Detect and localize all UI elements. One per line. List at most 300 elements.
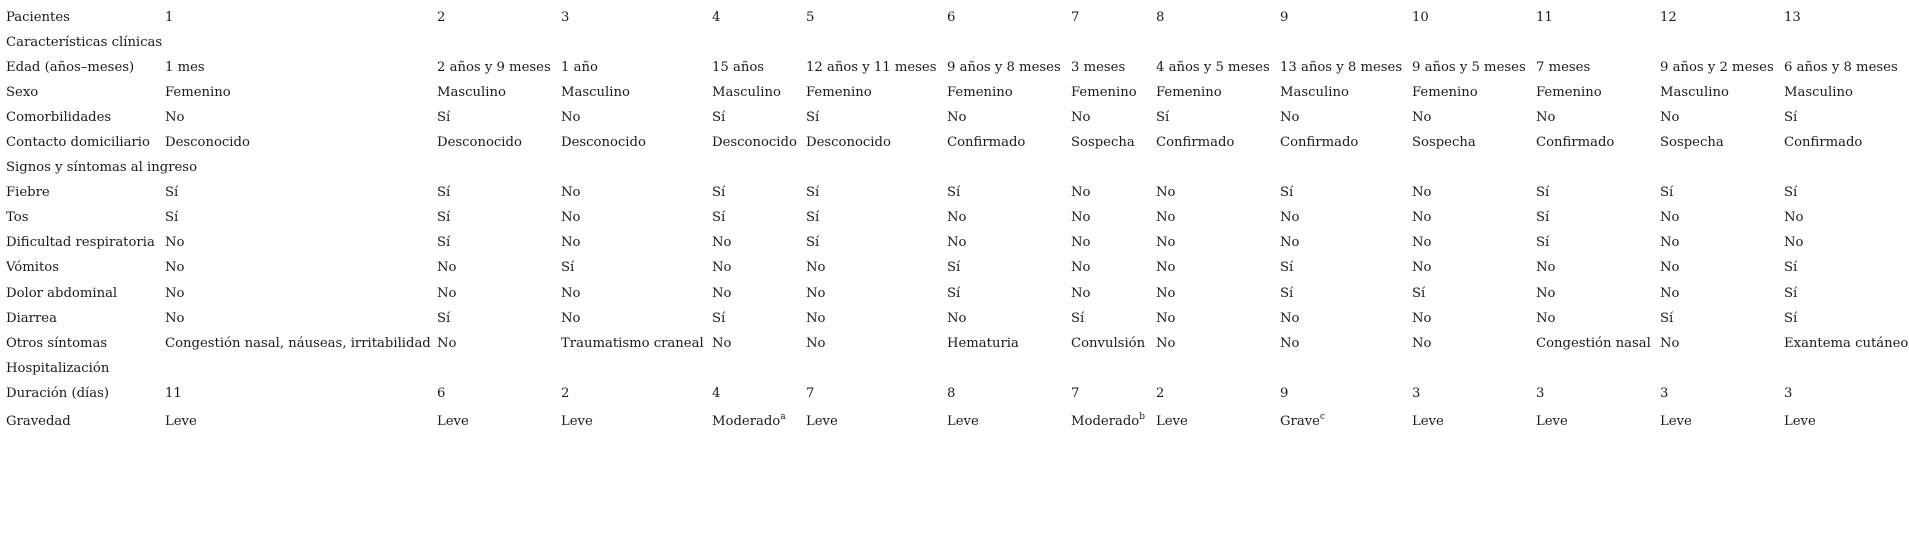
- table-cell: [1280, 281, 1412, 306]
- cell-value: 3: [561, 9, 570, 25]
- table-cell: [1280, 231, 1412, 256]
- table-row: [6, 5, 1908, 30]
- table-cell: [806, 231, 947, 256]
- cell-value: No: [1660, 210, 1680, 226]
- cell-value: 2: [1156, 385, 1165, 401]
- table-cell: [806, 331, 947, 356]
- table-cell: [437, 5, 561, 30]
- row-label: Duración (días): [6, 385, 110, 401]
- table-cell: [561, 306, 712, 331]
- cell-value: No: [165, 260, 185, 276]
- table-cell: [1784, 256, 1908, 281]
- cell-value: Sospecha: [1660, 135, 1724, 151]
- row-label: Otros síntomas: [6, 335, 108, 351]
- table-cell: [165, 256, 437, 281]
- cell-value: Confirmado: [1156, 135, 1235, 151]
- table-cell: [561, 331, 712, 356]
- cell-value: No: [1071, 185, 1091, 201]
- table-cell: [1071, 281, 1156, 306]
- cell-value: 3 meses: [1071, 59, 1126, 75]
- cell-value: 2: [561, 385, 570, 401]
- cell-value: Sí: [947, 285, 961, 301]
- table-cell: [1071, 206, 1156, 231]
- table-cell: [1660, 231, 1784, 256]
- table-cell: [1156, 181, 1280, 206]
- table-cell: [1536, 181, 1660, 206]
- table-cell: [1660, 105, 1784, 130]
- table-cell: [437, 206, 561, 231]
- table-cell: [437, 231, 561, 256]
- table-cell: [806, 181, 947, 206]
- table-cell: [561, 130, 712, 155]
- table-cell: [165, 55, 437, 80]
- table-cell: [1536, 206, 1660, 231]
- cell-value: Sí: [806, 235, 820, 251]
- cell-value: No: [712, 285, 732, 301]
- cell-value: 6: [947, 9, 956, 25]
- cell-value: Congestión nasal: [1536, 335, 1651, 351]
- row-label: Edad (años–meses): [6, 59, 135, 75]
- cell-value: No: [561, 235, 581, 251]
- table-cell: [165, 381, 437, 406]
- cell-value: Leve: [437, 413, 469, 429]
- table-cell: [1660, 331, 1784, 356]
- cell-value: Sí: [1784, 310, 1798, 326]
- cell-value: Sí: [1071, 310, 1085, 326]
- cell-value: No: [1280, 335, 1300, 351]
- cell-value: No: [561, 285, 581, 301]
- cell-value: Hematuria: [947, 335, 1019, 351]
- cell-value: No: [947, 109, 967, 125]
- table-cell: [1660, 256, 1784, 281]
- cell-value: Leve: [1660, 413, 1692, 429]
- cell-value: 6: [437, 385, 446, 401]
- cell-value: No: [1071, 235, 1091, 251]
- table-cell: [947, 55, 1071, 80]
- table-cell: [1536, 105, 1660, 130]
- table-cell: [165, 105, 437, 130]
- table-cell: [712, 80, 806, 105]
- table-cell: [712, 206, 806, 231]
- cell-value: Sí: [1536, 235, 1550, 251]
- table-cell: [1156, 281, 1280, 306]
- table-cell: [806, 105, 947, 130]
- row-label: Contacto domiciliario: [6, 135, 150, 151]
- table-cell: [947, 181, 1071, 206]
- table-cell: [1536, 5, 1660, 30]
- cell-value: Sospecha: [1071, 135, 1135, 151]
- table-row: [6, 407, 1908, 437]
- cell-value: Sí: [806, 210, 820, 226]
- table-cell: [1071, 130, 1156, 155]
- table-cell: [947, 256, 1071, 281]
- table-cell: [1536, 331, 1660, 356]
- table-cell: [1412, 80, 1536, 105]
- table-cell: [1660, 306, 1784, 331]
- cell-value: Sí: [1536, 185, 1550, 201]
- table-cell: [1071, 5, 1156, 30]
- table-cell: [1536, 130, 1660, 155]
- cell-value: Exantema cutáneo: [1784, 335, 1909, 351]
- table-cell: [712, 181, 806, 206]
- table-cell: [947, 206, 1071, 231]
- table-row: [6, 130, 1908, 155]
- table-cell: [1660, 80, 1784, 105]
- cell-value: Sí: [1536, 210, 1550, 226]
- table-cell: [806, 5, 947, 30]
- row-label: Pacientes: [6, 9, 70, 25]
- table-row: [6, 231, 1908, 256]
- footnote-marker: b: [1139, 411, 1146, 422]
- table-cell: [1071, 105, 1156, 130]
- cell-value: 4: [712, 9, 721, 25]
- table-row: [6, 181, 1908, 206]
- cell-value: 9: [1280, 9, 1289, 25]
- table-cell: [712, 381, 806, 406]
- cell-value: No: [947, 235, 967, 251]
- table-cell: [1071, 55, 1156, 80]
- cell-value: No: [561, 109, 581, 125]
- cell-value: No: [1784, 210, 1804, 226]
- table-cell: [1071, 331, 1156, 356]
- cell-value: 1: [165, 9, 174, 25]
- table-row: [6, 306, 1908, 331]
- row-label: Dolor abdominal: [6, 285, 118, 301]
- table-cell: [712, 256, 806, 281]
- table-cell: [1071, 407, 1156, 437]
- table-cell: [1412, 331, 1536, 356]
- cell-value: Sí: [437, 109, 451, 125]
- table-cell: [947, 231, 1071, 256]
- table-cell: [1156, 105, 1280, 130]
- table-cell: [1280, 105, 1412, 130]
- table-cell: [1412, 281, 1536, 306]
- cell-value: No: [1536, 310, 1556, 326]
- table-cell: [712, 306, 806, 331]
- table-cell: [947, 80, 1071, 105]
- table-cell: [165, 181, 437, 206]
- table-cell: [1536, 55, 1660, 80]
- table-cell: [1280, 130, 1412, 155]
- table-cell: [1660, 181, 1784, 206]
- cell-value: Sí: [712, 185, 726, 201]
- row-label: Dificultad respiratoria: [6, 235, 155, 251]
- cell-value: No: [1071, 210, 1091, 226]
- table-cell: [947, 407, 1071, 437]
- table-cell: [947, 331, 1071, 356]
- cell-value: Sí: [947, 185, 961, 201]
- cell-value: 3: [1412, 385, 1421, 401]
- table-cell: [806, 130, 947, 155]
- cell-value: Sí: [1280, 285, 1294, 301]
- cell-value: No: [806, 335, 826, 351]
- cell-value: 11: [1536, 9, 1553, 25]
- cell-value: Moderado: [1071, 413, 1140, 429]
- cell-value: Congestión nasal, náuseas, irritabilidad: [165, 335, 431, 351]
- cell-value: Sí: [1784, 109, 1798, 125]
- cell-value: Leve: [806, 413, 838, 429]
- cell-value: Leve: [561, 413, 593, 429]
- cell-value: Sí: [947, 260, 961, 276]
- cell-value: Femenino: [1071, 84, 1137, 100]
- cell-value: No: [1412, 109, 1432, 125]
- table-cell: [1071, 80, 1156, 105]
- table-cell: [437, 105, 561, 130]
- cell-value: Sí: [437, 235, 451, 251]
- table-cell: [561, 381, 712, 406]
- cell-value: 5: [806, 9, 815, 25]
- table-cell: [1280, 256, 1412, 281]
- cell-value: Sí: [1784, 260, 1798, 276]
- section-label: Signos y síntomas al ingreso: [6, 160, 198, 176]
- cell-value: No: [1071, 109, 1091, 125]
- table-cell: [437, 281, 561, 306]
- cell-value: No: [1412, 260, 1432, 276]
- cell-value: 9 años y 2 meses: [1660, 59, 1774, 75]
- cell-value: 11: [165, 385, 182, 401]
- cell-value: Confirmado: [947, 135, 1026, 151]
- table-cell: [1784, 80, 1908, 105]
- table-cell: [1280, 407, 1412, 437]
- table-cell: [1412, 231, 1536, 256]
- table-cell: [1280, 331, 1412, 356]
- table-cell: [1784, 55, 1908, 80]
- cell-value: 3: [1660, 385, 1669, 401]
- table-cell: [1156, 5, 1280, 30]
- table-cell: [806, 281, 947, 306]
- cell-value: Leve: [165, 413, 197, 429]
- cell-value: No: [437, 285, 457, 301]
- table-cell: [1156, 256, 1280, 281]
- table-cell: [1784, 407, 1908, 437]
- table-cell: [1784, 281, 1908, 306]
- section-label: Hospitalización: [6, 360, 110, 376]
- table-cell: [1071, 231, 1156, 256]
- cell-value: 7: [806, 385, 815, 401]
- table-cell: [165, 407, 437, 437]
- cell-value: Desconocido: [806, 135, 891, 151]
- cell-value: No: [165, 235, 185, 251]
- cell-value: No: [437, 260, 457, 276]
- cell-value: No: [1412, 335, 1432, 351]
- cell-value: No: [1412, 185, 1432, 201]
- table-cell: [437, 55, 561, 80]
- cell-value: Confirmado: [1536, 135, 1615, 151]
- cell-value: Sí: [1156, 109, 1170, 125]
- table-cell: [561, 281, 712, 306]
- table-cell: [1784, 181, 1908, 206]
- cell-value: Sí: [1412, 285, 1426, 301]
- table-cell: [1660, 130, 1784, 155]
- cell-value: No: [561, 185, 581, 201]
- cell-value: No: [1280, 210, 1300, 226]
- cell-value: No: [947, 210, 967, 226]
- table-cell: [437, 80, 561, 105]
- cell-value: No: [1156, 310, 1176, 326]
- table-cell: [1280, 206, 1412, 231]
- cell-value: Traumatismo craneal: [561, 335, 704, 351]
- cell-value: Leve: [1784, 413, 1816, 429]
- cell-value: No: [806, 310, 826, 326]
- cell-value: No: [1156, 185, 1176, 201]
- cell-value: Sí: [712, 310, 726, 326]
- cell-value: No: [1536, 260, 1556, 276]
- table-cell: [561, 55, 712, 80]
- table-cell: [165, 331, 437, 356]
- cell-value: Confirmado: [1784, 135, 1863, 151]
- cell-value: 4: [712, 385, 721, 401]
- table-cell: [1071, 381, 1156, 406]
- table-cell: [806, 256, 947, 281]
- table-cell: [1660, 5, 1784, 30]
- table-cell: [1536, 231, 1660, 256]
- cell-value: Sí: [1660, 185, 1674, 201]
- table-cell: [712, 5, 806, 30]
- cell-value: No: [1156, 210, 1176, 226]
- cell-value: Convulsión: [1071, 335, 1146, 351]
- table-cell: [1156, 407, 1280, 437]
- table-cell: [1280, 381, 1412, 406]
- cell-value: 2: [437, 9, 446, 25]
- table-row: [6, 206, 1908, 231]
- table-cell: [1412, 55, 1536, 80]
- cell-value: Sí: [1280, 185, 1294, 201]
- footnote-marker: c: [1319, 411, 1326, 422]
- cell-value: 9 años y 5 meses: [1412, 59, 1526, 75]
- cell-value: No: [165, 285, 185, 301]
- table-cell: [712, 281, 806, 306]
- cell-value: Femenino: [1412, 84, 1478, 100]
- cell-value: Sí: [806, 109, 820, 125]
- table-cell: [561, 206, 712, 231]
- table-cell: [806, 407, 947, 437]
- cell-value: Sí: [437, 210, 451, 226]
- table-cell: [1156, 306, 1280, 331]
- table-cell: [165, 306, 437, 331]
- table-cell: [437, 331, 561, 356]
- table-cell: [165, 206, 437, 231]
- row-label: Sexo: [6, 84, 39, 100]
- table-cell: [712, 55, 806, 80]
- cell-value: No: [947, 310, 967, 326]
- cell-value: No: [806, 260, 826, 276]
- table-cell: [561, 80, 712, 105]
- table-cell: [1156, 206, 1280, 231]
- cell-value: Sí: [1784, 285, 1798, 301]
- table-cell: [1784, 5, 1908, 30]
- cell-value: 3: [1784, 385, 1793, 401]
- table-cell: [806, 381, 947, 406]
- cell-value: Masculino: [1660, 84, 1729, 100]
- cell-value: No: [806, 285, 826, 301]
- cell-value: Masculino: [712, 84, 781, 100]
- cell-value: Masculino: [561, 84, 630, 100]
- table-cell: [1412, 256, 1536, 281]
- table-cell: [712, 231, 806, 256]
- table-cell: [1536, 256, 1660, 281]
- table-cell: [437, 306, 561, 331]
- table-cell: [1071, 181, 1156, 206]
- cell-value: No: [1280, 310, 1300, 326]
- table-cell: [947, 130, 1071, 155]
- cell-value: Sí: [1660, 310, 1674, 326]
- table-cell: [437, 381, 561, 406]
- table-cell: [1280, 306, 1412, 331]
- table-cell: [806, 55, 947, 80]
- table-cell: [947, 381, 1071, 406]
- cell-value: Sí: [712, 210, 726, 226]
- cell-value: No: [712, 260, 732, 276]
- cell-value: 12 años y 11 meses: [806, 59, 937, 75]
- row-label: Tos: [6, 210, 29, 226]
- table-cell: [437, 130, 561, 155]
- cell-value: Sospecha: [1412, 135, 1476, 151]
- table-cell: [1280, 55, 1412, 80]
- table-cell: [1071, 256, 1156, 281]
- table-cell: [1536, 80, 1660, 105]
- cell-value: Sí: [437, 185, 451, 201]
- cell-value: No: [1156, 235, 1176, 251]
- cell-value: Sí: [561, 260, 575, 276]
- section-row: [6, 356, 1908, 381]
- patients-table: [6, 5, 1908, 437]
- cell-value: No: [1280, 235, 1300, 251]
- table-cell: [1412, 206, 1536, 231]
- cell-value: 7: [1071, 9, 1080, 25]
- cell-value: Femenino: [1536, 84, 1602, 100]
- table-cell: [1412, 381, 1536, 406]
- cell-value: Masculino: [1784, 84, 1853, 100]
- table-cell: [1156, 231, 1280, 256]
- cell-value: No: [165, 109, 185, 125]
- table-cell: [1156, 130, 1280, 155]
- table-cell: [1156, 80, 1280, 105]
- cell-value: No: [437, 335, 457, 351]
- cell-value: No: [1071, 285, 1091, 301]
- table-row: [6, 331, 1908, 356]
- cell-value: No: [1660, 285, 1680, 301]
- table-cell: [165, 281, 437, 306]
- table-cell: [806, 80, 947, 105]
- cell-value: 13 años y 8 meses: [1280, 59, 1403, 75]
- cell-value: Sí: [437, 310, 451, 326]
- cell-value: No: [1660, 260, 1680, 276]
- row-label: Gravedad: [6, 413, 71, 429]
- table-cell: [1784, 306, 1908, 331]
- cell-value: Sí: [165, 210, 179, 226]
- cell-value: 9 años y 8 meses: [947, 59, 1061, 75]
- table-cell: [165, 5, 437, 30]
- cell-value: Confirmado: [1280, 135, 1359, 151]
- table-cell: [1660, 55, 1784, 80]
- table-cell: [1536, 281, 1660, 306]
- cell-value: Moderado: [712, 413, 781, 429]
- table-cell: [1536, 306, 1660, 331]
- cell-value: 13: [1784, 9, 1801, 25]
- table-cell: [712, 105, 806, 130]
- cell-value: No: [1280, 109, 1300, 125]
- cell-value: Sí: [806, 185, 820, 201]
- cell-value: Masculino: [437, 84, 506, 100]
- cell-value: No: [1536, 285, 1556, 301]
- table-cell: [1784, 231, 1908, 256]
- table-cell: [947, 306, 1071, 331]
- cell-value: 6 años y 8 meses: [1784, 59, 1898, 75]
- cell-value: 7 meses: [1536, 59, 1591, 75]
- table-cell: [947, 5, 1071, 30]
- table-cell: [561, 181, 712, 206]
- cell-value: Femenino: [947, 84, 1013, 100]
